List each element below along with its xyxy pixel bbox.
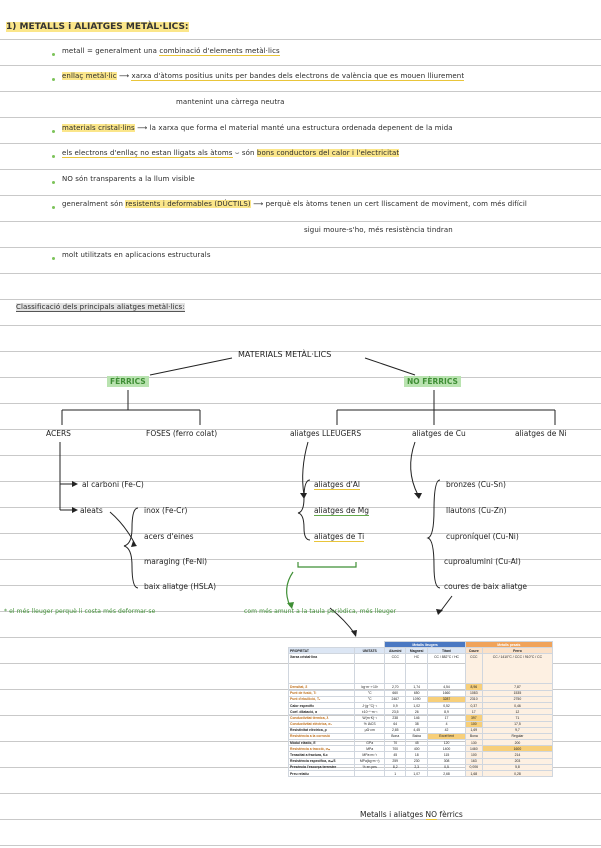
table-cell: 26 (406, 709, 428, 715)
tree-cuproniquel: cuproníquel (Cu-Ni) (446, 532, 519, 541)
tree-cuproalumini: cuproalumini (Cu-Al) (444, 557, 521, 566)
property-label: Calor específic (289, 702, 355, 708)
bullet-metall: metall = generalment una combinació d'elements metàl·lics (62, 47, 280, 55)
note-taula-periodica: com més amunt a la taula periòdica, més lleuger (244, 608, 397, 615)
table-cell: 45 (385, 752, 406, 758)
table-cell: 8,9 (428, 709, 465, 715)
bullet-enllac-cont: mantenint una càrrega neutra (176, 98, 285, 106)
table-cell: ±10⁻⁶·m⁻¹ (355, 709, 385, 715)
property-label: Resistència a tracció, σₘ (289, 746, 355, 752)
group-heavy-header: Metalls pesats (465, 642, 552, 648)
table-cell: MPa(kg·m⁻³) (355, 758, 385, 764)
table-cell: 2750 (482, 696, 552, 702)
property-label: Coef. dilatació, α (289, 709, 355, 715)
tree-inox: inox (Fe-Cr) (144, 506, 188, 515)
property-label: Resistència a la corrosió (289, 733, 355, 739)
table-cell: Bona (385, 733, 406, 739)
bullet-cristallins: materials cristal·lins ⟶ la xarxa que forma el material manté una estructura ordenada depenent de la mida (62, 124, 453, 132)
table-cell: CC / 1410°C / CCC / 910°C / CC (482, 654, 552, 684)
table-cell: 64 (385, 721, 406, 727)
tree-eines: acers d'eines (144, 532, 194, 541)
table-cell: 1535 (482, 690, 552, 696)
tree-hsla: baix aliatge (HSLA) (144, 582, 217, 591)
table-cell: MPa (355, 746, 385, 752)
property-label: Resistència específica, σₘ/δ (289, 758, 355, 764)
table-cell: 1660 (428, 690, 465, 696)
property-label: Densitat, δ (289, 684, 355, 690)
table-cell: 0,46 (482, 702, 552, 708)
table-cell: 2310 (465, 696, 482, 702)
table-cell: 0,52 (428, 702, 465, 708)
table-cell: 0,28 (482, 771, 552, 777)
table-cell: 163 (465, 758, 482, 764)
table-cell: 8,2 (385, 764, 406, 770)
table-cell: 2,65 (385, 727, 406, 733)
tree-lleugers: aliatges LLEUGERS (290, 429, 362, 438)
tree-ferrics: FÈRRICS (107, 377, 149, 386)
table-cell: 1600 (482, 746, 552, 752)
table-cell: Excel·lent (428, 733, 465, 739)
table-cell: Regular (482, 733, 552, 739)
classification-heading: Classificació dels principals aliatges metàl·lics: (16, 303, 185, 311)
table-cell: 9,7 (482, 727, 552, 733)
tree-mg: aliatges de Mg (314, 506, 369, 515)
bullet-ductils-cont: sigui moure-s'ho, més resistència tindran (304, 226, 453, 234)
table-cell: °C (355, 696, 385, 702)
tree-bronzes: bronzes (Cu-Sn) (446, 480, 506, 489)
table-caption: Metalls i aliatges NO fèrrics (360, 810, 463, 819)
bullet-electrons: els electrons d'enllaç no estan lligats als àtoms ⌣ són bons conductors del calor i l'electricitat (62, 149, 400, 157)
table-cell: 1400 (428, 746, 465, 752)
table-cell: 259 (385, 758, 406, 764)
table-cell: GPa (355, 740, 385, 746)
table-cell: 70 (385, 740, 406, 746)
table-cell: 203 (482, 758, 552, 764)
property-label: Resistivitat elèctrica, ρ (289, 727, 355, 733)
table-cell: 146 (406, 715, 428, 721)
property-label: Xarxa cristal·lina (289, 654, 355, 684)
bullet-transparents: NO són transparents a la llum visible (62, 175, 195, 183)
col-header: Magnesi (406, 648, 428, 654)
tree-al-carboni: al carboni (Fe-C) (82, 480, 144, 489)
table-row (289, 771, 553, 777)
table-cell: 1090 (406, 696, 428, 702)
table-cell: % en pes (355, 764, 385, 770)
table-cell: 100 (465, 721, 482, 727)
table-cell: 2,3 (406, 764, 428, 770)
table-cell: 4,45 (406, 727, 428, 733)
group-light-header: Metalls lleugers (385, 642, 465, 648)
table-cell: 200 (482, 740, 552, 746)
property-label: Conductivitat tèrmica, λ (289, 715, 355, 721)
col-header: UNITATS (355, 648, 385, 654)
col-header: Ferro (482, 648, 552, 654)
table-cell: 1,02 (406, 702, 428, 708)
table-cell: MPa·m¹ᐟ² (355, 752, 385, 758)
property-label: Preu relatiu (289, 771, 355, 777)
table-cell: CCC (385, 654, 406, 684)
table-cell: 100 (465, 752, 482, 758)
properties-table (288, 641, 553, 777)
table-cell: 1460 (465, 746, 482, 752)
table-cell: CCC (465, 654, 482, 684)
table-cell: 17 (428, 715, 465, 721)
table-cell: 0,9 (385, 702, 406, 708)
table-cell: 2,68 (428, 771, 465, 777)
property-label: Punt d'ebullició, Tₑ (289, 696, 355, 702)
table-cell: 1083 (465, 690, 482, 696)
table-cell: kg·m⁻³·10³ (355, 684, 385, 690)
tree-root: MATERIALS METÀL·LICS (238, 350, 332, 359)
table-cell: 2,70 (385, 684, 406, 690)
table-cell: 1,68 (465, 771, 482, 777)
table-cell: 1 (385, 771, 406, 777)
table-cell: 7,87 (482, 684, 552, 690)
table-cell: 2467 (385, 696, 406, 702)
table-cell: 71 (482, 715, 552, 721)
bullet-ductils: generalment són resistents i deformables (DÚCTILS) ⟶ perquè els àtoms tenen un cert lliscament de moviment, com més difícil (62, 200, 527, 208)
col-header: Alumini (385, 648, 406, 654)
tree-acers: ACERS (46, 429, 71, 438)
table-cell: % IACS (355, 721, 385, 727)
table-cell: 660 (385, 690, 406, 696)
table-row (289, 654, 553, 684)
table-cell: 400 (406, 746, 428, 752)
table-cell: 0,5 (428, 764, 465, 770)
table-cell: 12 (482, 709, 552, 715)
table-cell: W(m·K)⁻¹ (355, 715, 385, 721)
property-label: Punt de fusió, Tₜ (289, 690, 355, 696)
col-header: Coure (465, 648, 482, 654)
section-title: 1) METALLS i ALIATGES METÀL·LICS: (6, 22, 189, 32)
table-cell: HC (406, 654, 428, 684)
property-label: Tenacitat a fractura, Kᵢc (289, 752, 355, 758)
tree-aleats: aleats (80, 506, 103, 515)
bullet-estructurals: molt utilitzats en aplicacions estructurals (62, 251, 211, 259)
col-header: Titani (428, 648, 465, 654)
property-label: Conductivitat elèctrica, σₑ (289, 721, 355, 727)
property-label: Mòdul elàstic, E (289, 740, 355, 746)
tree-ti: aliatges de Ti (314, 532, 365, 541)
table-cell: 1,69 (465, 727, 482, 733)
tree-no-ferrics: NO FÈRRICS (404, 377, 461, 386)
note-lleuger: * el més lleuger perquè li costa més deformar-se (4, 608, 156, 615)
table-cell: CC / 882°C / HC (428, 654, 465, 684)
table-cell: Bona (465, 733, 482, 739)
table-cell: 120 (428, 740, 465, 746)
table-cell: 45 (406, 740, 428, 746)
table-cell: J·(g·°C)⁻¹ (355, 702, 385, 708)
table-cell: 230 (406, 758, 428, 764)
table-cell: 5,8 (482, 764, 552, 770)
bullet-enllac: enllaç metàl·lic ⟶ xarxa d'àtoms positius units per bandes dels electrons de valència que es mouen lliurement (62, 72, 465, 80)
table-cell: 700 (385, 746, 406, 752)
table-cell: 650 (406, 690, 428, 696)
table-cell: 8,96 (465, 684, 482, 690)
tree-foses: FOSES (ferro colat) (146, 429, 218, 438)
tree-al: aliatges d'Al (314, 480, 361, 489)
property-label: Presència l'escorça terrestre (289, 764, 355, 770)
table-cell: 214 (482, 752, 552, 758)
table-cell: 238 (385, 715, 406, 721)
table-cell: 0,37 (465, 702, 482, 708)
table-cell: 42 (428, 727, 465, 733)
table-cell: μΩ·cm (355, 727, 385, 733)
table-cell: 1,07 (406, 771, 428, 777)
table-cell: 1,74 (406, 684, 428, 690)
table-cell: 18 (406, 752, 428, 758)
tree-maraging: maraging (Fe-Ni) (144, 557, 208, 566)
table-cell: 3287 (428, 696, 465, 702)
table-cell: °C (355, 690, 385, 696)
table-cell: 4 (428, 721, 465, 727)
tree-cu: aliatges de Cu (412, 429, 466, 438)
table-cell: Baixa (406, 733, 428, 739)
table-cell: 38 (406, 721, 428, 727)
tree-ni: aliatges de Ni (515, 429, 567, 438)
table-cell: 115 (428, 752, 465, 758)
table-cell: 17,5 (482, 721, 552, 727)
table-cell: 17 (465, 709, 482, 715)
table-cell: 0,006 (465, 764, 482, 770)
col-header: PROPIETAT (289, 648, 355, 654)
table-cell: 308 (428, 758, 465, 764)
table-cell: 130 (465, 740, 482, 746)
table-cell: 23,5 (385, 709, 406, 715)
table-cell: 4,54 (428, 684, 465, 690)
tree-coure-baix: coures de baix aliatge (444, 582, 527, 591)
table-cell (355, 654, 385, 684)
tree-llautons: llautons (Cu-Zn) (446, 506, 507, 515)
table-cell (355, 771, 385, 777)
table-cell: 397 (465, 715, 482, 721)
